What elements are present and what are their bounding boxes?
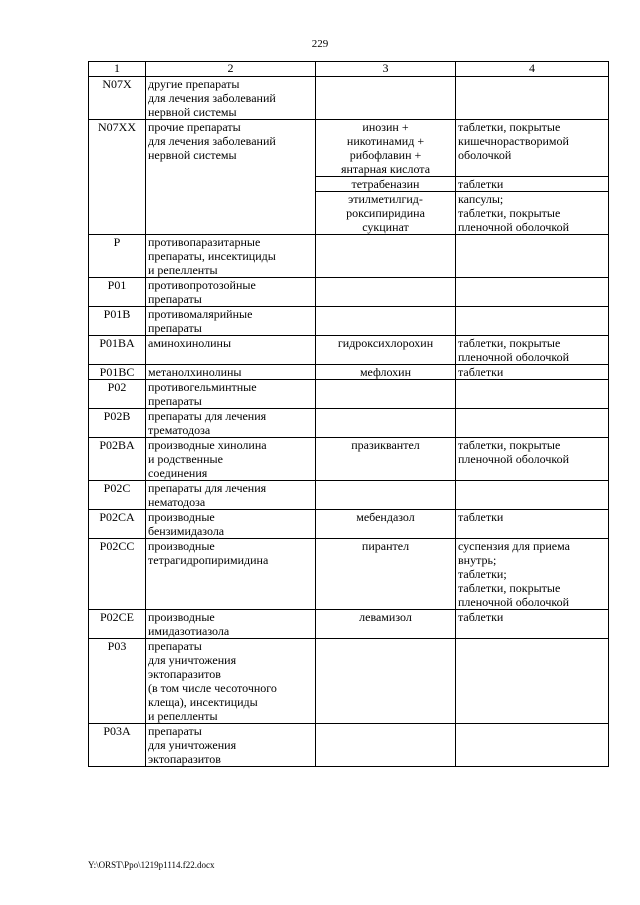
table-row: [89, 481, 609, 510]
atc-code-cell: P02CC: [89, 539, 146, 610]
atc-code-cell: P01B: [89, 307, 146, 336]
table-row: [89, 336, 609, 365]
drug-name-cell: [316, 307, 456, 336]
drug-name-cell: мефлохин: [316, 365, 456, 380]
drug-name-cell: [316, 481, 456, 510]
atc-group-cell: метанолхинолины: [146, 365, 316, 380]
table-row: [89, 307, 609, 336]
drug-name-cell: [316, 278, 456, 307]
atc-group-cell: производные хинолина и родственные соединения: [146, 438, 316, 481]
dosage-form-cell: таблетки, покрытые пленочной оболочкой: [456, 438, 609, 481]
header-col-3: 3: [316, 62, 456, 77]
table-row: [89, 77, 609, 120]
atc-code-cell: P02: [89, 380, 146, 409]
dosage-form-cell: таблетки: [456, 610, 609, 639]
atc-group-cell: препараты для лечения нематодоза: [146, 481, 316, 510]
drug-name-cell: [316, 77, 456, 120]
dosage-form-cell: таблетки: [456, 365, 609, 380]
file-path-footer: Y:\ORST\Ppo\1219p1114.f22.docx: [88, 860, 215, 870]
atc-code-cell: P02CE: [89, 610, 146, 639]
atc-group-cell: производные тетрагидропиримидина: [146, 539, 316, 610]
atc-group-cell: противогельминтные препараты: [146, 380, 316, 409]
atc-group-cell: противомалярийные препараты: [146, 307, 316, 336]
drug-name-cell: [316, 380, 456, 409]
atc-group-cell: производные бензимидазола: [146, 510, 316, 539]
atc-group-cell: препараты для уничтожения эктопаразитов (в том числе чесоточного клеща), инсектициды и репелленты: [146, 639, 316, 724]
atc-code-cell: N07X: [89, 77, 146, 120]
atc-code-cell: P02B: [89, 409, 146, 438]
atc-group-cell: препараты для уничтожения эктопаразитов: [146, 724, 316, 767]
medication-table: [88, 61, 609, 767]
table-row: [89, 380, 609, 409]
atc-group-cell: другие препараты для лечения заболеваний нервной системы: [146, 77, 316, 120]
drug-name-cell: [316, 409, 456, 438]
table-row: [89, 409, 609, 438]
dosage-form-cell: таблетки, покрытые пленочной оболочкой: [456, 336, 609, 365]
drug-name-cell: [316, 235, 456, 278]
table-row: [89, 724, 609, 767]
table-row: [89, 120, 609, 177]
drug-name-cell: этилметилгид- роксипиридина сукцинат: [316, 192, 456, 235]
drug-name-cell: празиквантел: [316, 438, 456, 481]
drug-name-cell: гидроксихлорохин: [316, 336, 456, 365]
atc-code-cell: P03A: [89, 724, 146, 767]
dosage-form-cell: суспензия для приема внутрь; таблетки; таблетки, покрытые пленочной оболочкой: [456, 539, 609, 610]
atc-group-cell: аминохинолины: [146, 336, 316, 365]
dosage-form-cell: [456, 380, 609, 409]
atc-code-cell: N07XX: [89, 120, 146, 235]
header-col-1: 1: [89, 62, 146, 77]
table-row: [89, 610, 609, 639]
dosage-form-cell: [456, 307, 609, 336]
drug-name-cell: [316, 724, 456, 767]
atc-group-cell: противопаразитарные препараты, инсектициды и репелленты: [146, 235, 316, 278]
dosage-form-cell: [456, 77, 609, 120]
atc-code-cell: P01BC: [89, 365, 146, 380]
drug-name-cell: мебендазол: [316, 510, 456, 539]
table-row: [89, 278, 609, 307]
atc-code-cell: P02C: [89, 481, 146, 510]
header-col-4: 4: [456, 62, 609, 77]
table-row: [89, 365, 609, 380]
dosage-form-cell: таблетки, покрытые кишечнорастворимой оболочкой: [456, 120, 609, 177]
drug-name-cell: пирантел: [316, 539, 456, 610]
dosage-form-cell: [456, 481, 609, 510]
dosage-form-cell: таблетки: [456, 177, 609, 192]
dosage-form-cell: [456, 235, 609, 278]
dosage-form-cell: [456, 639, 609, 724]
drug-name-cell: [316, 639, 456, 724]
atc-code-cell: P02BA: [89, 438, 146, 481]
header-col-2: 2: [146, 62, 316, 77]
table-row: [89, 510, 609, 539]
drug-name-cell: инозин + никотинамид + рибофлавин + янтарная кислота: [316, 120, 456, 177]
atc-group-cell: препараты для лечения трематодоза: [146, 409, 316, 438]
atc-code-cell: P02CA: [89, 510, 146, 539]
dosage-form-cell: таблетки: [456, 510, 609, 539]
dosage-form-cell: капсулы; таблетки, покрытые пленочной оболочкой: [456, 192, 609, 235]
atc-code-cell: P: [89, 235, 146, 278]
table-header-row: [89, 62, 609, 77]
atc-code-cell: P01BA: [89, 336, 146, 365]
page-number: 229: [311, 38, 329, 50]
dosage-form-cell: [456, 409, 609, 438]
table-row: [89, 235, 609, 278]
drug-name-cell: левамизол: [316, 610, 456, 639]
table-row: [89, 438, 609, 481]
atc-group-cell: производные имидазотиазола: [146, 610, 316, 639]
atc-code-cell: P01: [89, 278, 146, 307]
table-row: [89, 639, 609, 724]
atc-code-cell: P03: [89, 639, 146, 724]
atc-group-cell: противопротозойные препараты: [146, 278, 316, 307]
table-row: [89, 539, 609, 610]
drug-name-cell: тетрабеназин: [316, 177, 456, 192]
dosage-form-cell: [456, 724, 609, 767]
table-body: [89, 77, 609, 767]
dosage-form-cell: [456, 278, 609, 307]
atc-group-cell: прочие препараты для лечения заболеваний нервной системы: [146, 120, 316, 235]
